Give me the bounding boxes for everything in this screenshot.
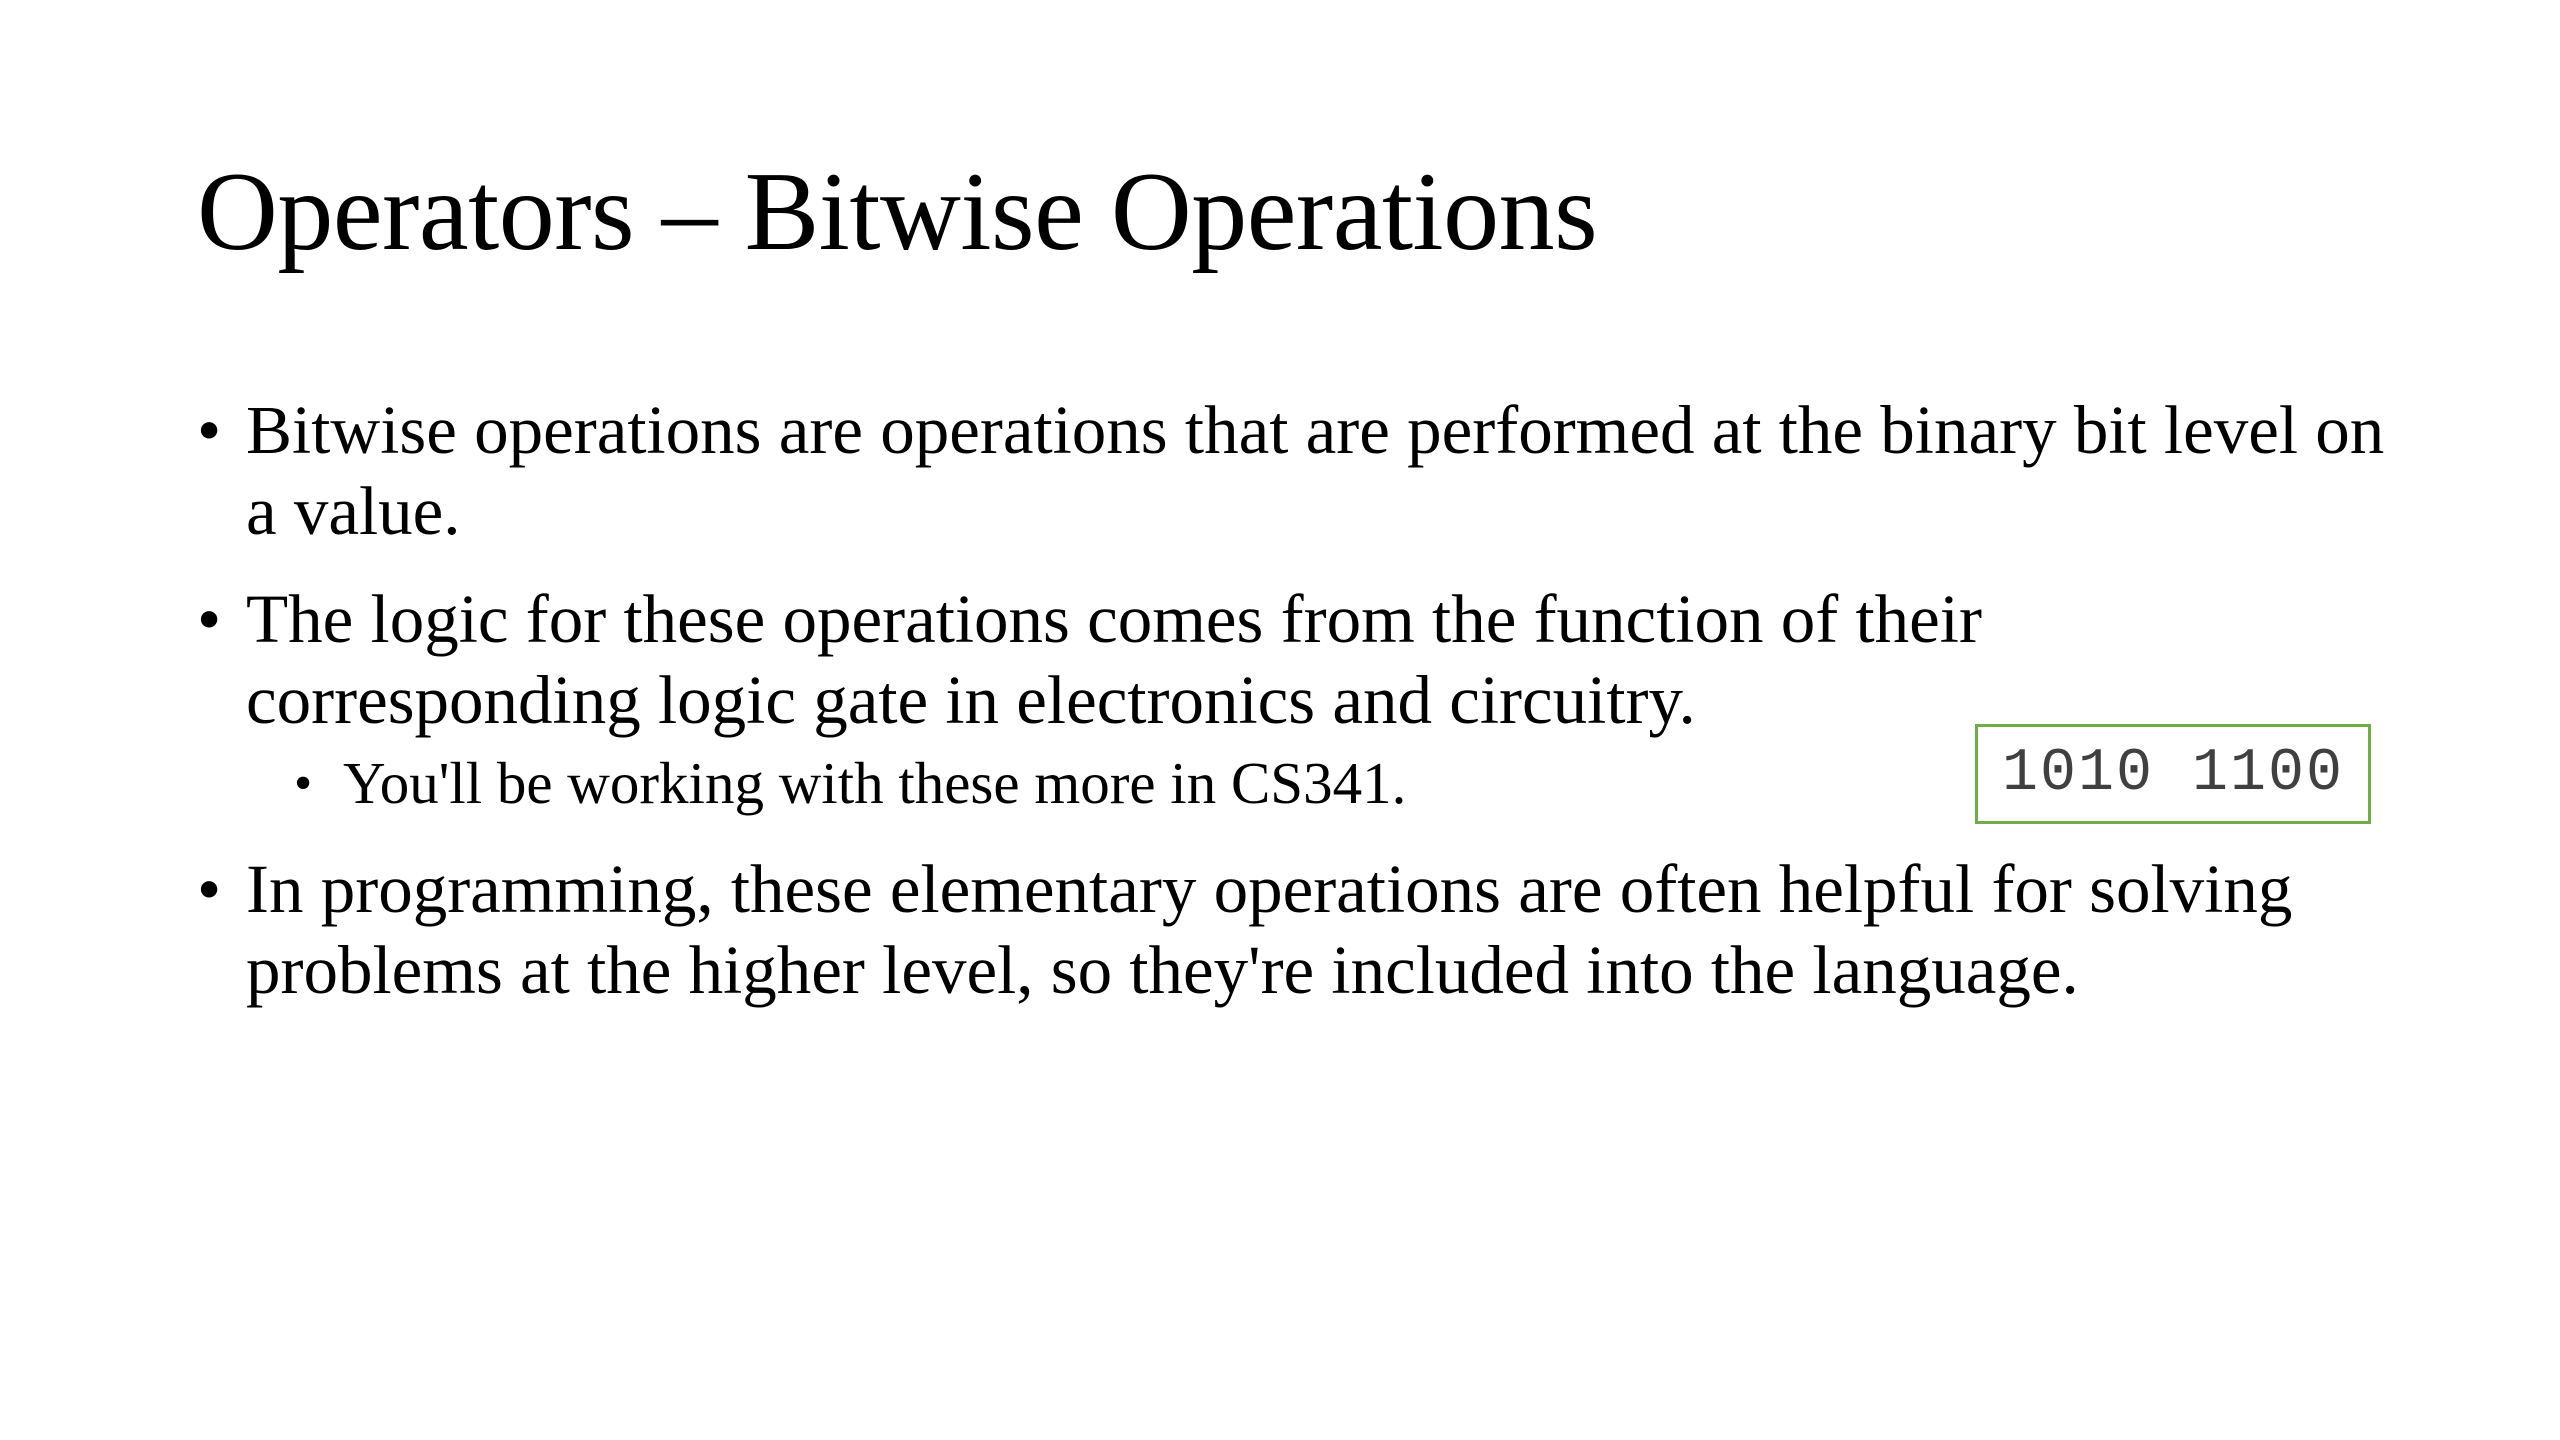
bullet-text: In programming, these elementary operations are often helpful for solving problems at the higher level, so they're included into the language.: [246, 851, 2293, 1008]
bullet-item: [197, 390, 2426, 552]
bullet-item: [197, 849, 2386, 1011]
bullet-text: The logic for these operations comes from the function of their corresponding logic gate in electronics and circuitry.: [246, 581, 1982, 738]
bullet-text: Bitwise operations are operations that are performed at the binary bit level on a value.: [246, 392, 2385, 549]
bullet-item: [197, 579, 2286, 822]
binary-example-box: [1975, 724, 2371, 824]
sub-bullet-text: You'll be working with these more in CS341.: [343, 750, 1407, 816]
binary-example-text: 1010 1100: [2001, 740, 2345, 808]
slide-title: Operators – Bitwise Operations: [197, 150, 1598, 274]
bullet-list: [197, 390, 2397, 1011]
